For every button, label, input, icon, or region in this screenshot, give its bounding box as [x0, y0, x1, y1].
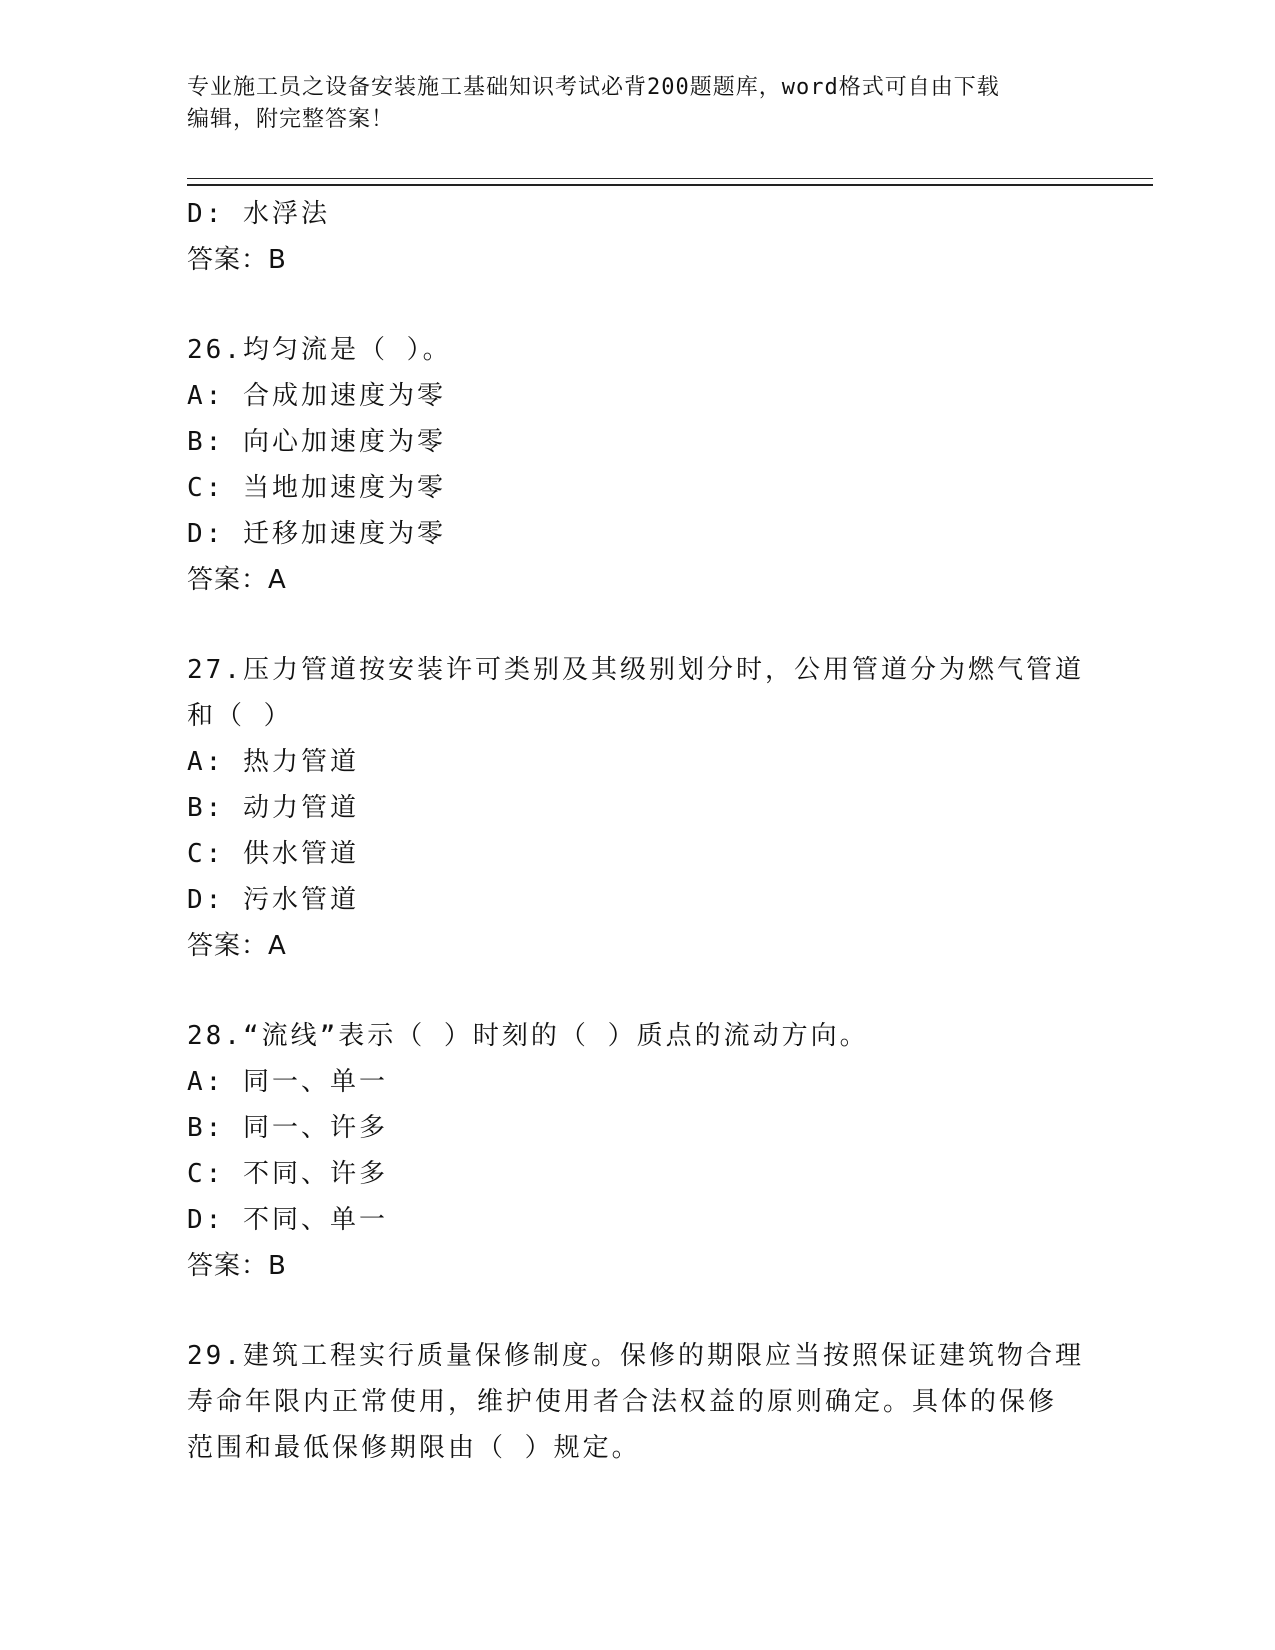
- option-a: A: 热力管道: [187, 747, 359, 777]
- option-a: A: 同一、单一: [187, 1067, 388, 1097]
- header-divider-thick: [187, 184, 1153, 186]
- question-29: [187, 1333, 1087, 1471]
- question-list: [187, 191, 1087, 1471]
- question-stem: 26.均匀流是（ ）。: [187, 335, 452, 365]
- question-stem-continued: 寿命年限内正常使用，维护使用者合法权益的原则确定。具体的保修: [187, 1387, 1058, 1417]
- answer-line: 答案：A: [187, 565, 287, 595]
- question-26: [187, 327, 1087, 603]
- option-c: C: 供水管道: [187, 839, 359, 869]
- previous-question-tail: [187, 191, 1087, 283]
- question-stem: 27.压力管道按安装许可类别及其级别划分时，公用管道分为燃气管道: [187, 655, 1084, 685]
- header-divider-thin: [187, 178, 1153, 179]
- question-stem: 28.“流线”表示（ ）时刻的（ ）质点的流动方向。: [187, 1021, 869, 1051]
- option-b: B: 动力管道: [187, 793, 359, 823]
- document-header: [187, 72, 1087, 136]
- question-28: [187, 1013, 1087, 1289]
- answer-line: 答案：B: [187, 1251, 287, 1281]
- option-b: B: 同一、许多: [187, 1113, 388, 1143]
- option-a: A: 合成加速度为零: [187, 381, 446, 411]
- answer-line: 答案：A: [187, 931, 287, 961]
- header-title-line-1: 专业施工员之设备安装施工基础知识考试必背200题题库，word格式可自由下载: [187, 75, 1000, 100]
- option-d: D: 迁移加速度为零: [187, 519, 446, 549]
- question-stem-continued: 范围和最低保修期限由（ ）规定。: [187, 1433, 641, 1463]
- option-d: D: 水浮法: [187, 199, 330, 229]
- option-d: D: 不同、单一: [187, 1205, 388, 1235]
- option-c: C: 不同、许多: [187, 1159, 388, 1189]
- option-b: B: 向心加速度为零: [187, 427, 446, 457]
- option-d: D: 污水管道: [187, 885, 359, 915]
- question-stem: 29.建筑工程实行质量保修制度。保修的期限应当按照保证建筑物合理: [187, 1341, 1084, 1371]
- question-27: [187, 647, 1087, 969]
- option-c: C: 当地加速度为零: [187, 473, 446, 503]
- answer-line: 答案：B: [187, 245, 287, 275]
- question-stem-continued: 和（ ）: [187, 701, 293, 731]
- header-title-line-2: 编辑，附完整答案！: [187, 107, 395, 132]
